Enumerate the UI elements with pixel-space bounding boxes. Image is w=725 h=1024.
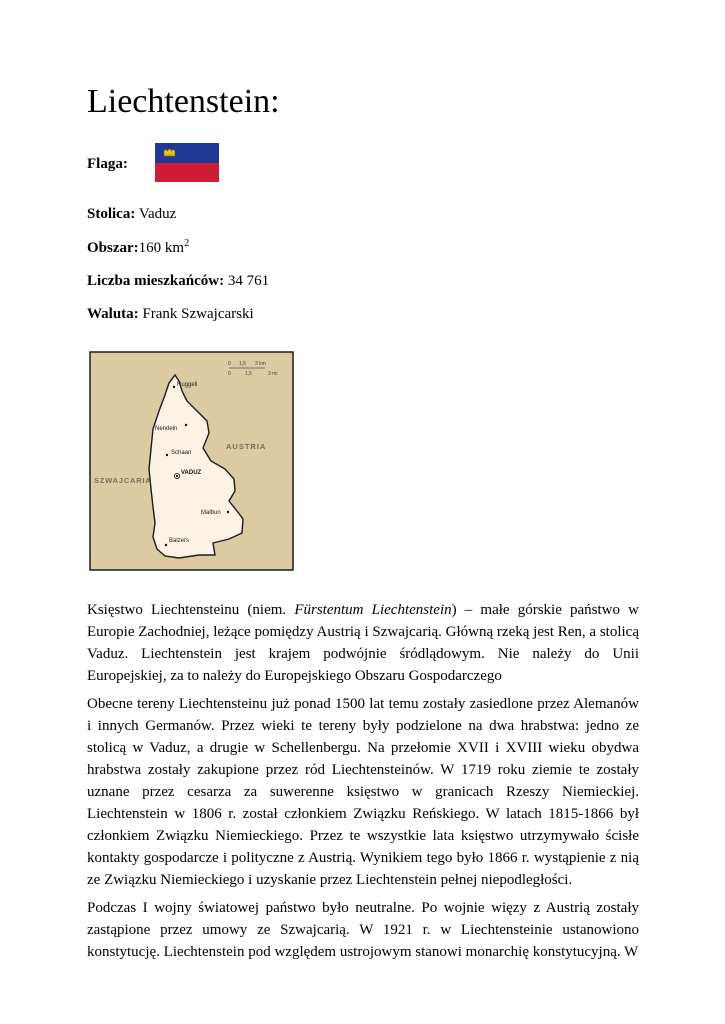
town-dot-malbun xyxy=(227,511,229,513)
capital-value: Vaduz xyxy=(138,206,177,222)
town-nendeln: Nendeln xyxy=(155,426,178,432)
scale-km-2: 3 km xyxy=(255,361,266,367)
liechtenstein-flag xyxy=(155,143,219,182)
town-dot-balzers xyxy=(165,544,167,546)
flag-red-stripe xyxy=(155,163,219,182)
paragraph-modern: Podczas I wojny światowej państwo było neutralne. Po wojnie więzy z Austrią zostały zastąpione przez umowy ze Szwajcarią. W 1921 r. w Liechtensteinie ustanowiono konstytucję. Liechtenstein pod względem ustrojowym stanowi monarchię konstytucyjną. W xyxy=(87,900,639,960)
area-value: 160 km xyxy=(138,240,185,256)
population-value: 34 761 xyxy=(227,273,270,289)
town-malbun: Malbun xyxy=(201,510,221,516)
population-field xyxy=(87,272,269,290)
town-vaduz: VADUZ xyxy=(181,470,202,476)
flag-label: Flaga: xyxy=(87,156,128,172)
town-dot-ruggell xyxy=(173,386,175,388)
scale-mi-0: 0 xyxy=(228,371,231,377)
paragraph-history: Obecne tereny Liechtensteinu już ponad 1500 lat temu zostały zasiedlone przez Alemanów i innych Germanów. Przez wieki te tereny były podzielone na dwa hrabstwa: jedno ze stolicą w Vaduz, a drugie w Schellenbergu. Na przełomie XVII i XVIII wieku obydwa hrabstwa zostały zakupione przez ród Liechtensteinów. W 1719 roku ziemie te zostały uznane przez cesarza za suwerenne księstwo w granicach Rzeszy Niemieckiej. Liechtenstein w 1806 r. został członkiem Związku Reńskiego. W latach 1815-1866 był członkiem Związku Niemieckiego. Przez te wszystkie lata księstwo utrzymywało ścisłe kontakty gospodarcze i polityczne z Austrią. Wynikiem tego było 1866 r. wystąpienie z nią ze Związku Niemieckiego i uzyskanie przez Liechtenstein pełnej niepodległości. xyxy=(87,696,639,888)
crown-icon xyxy=(163,147,176,157)
label-switzerland: SZWAJCARIA xyxy=(94,476,152,485)
area-field xyxy=(87,239,189,257)
capital-label: Stolica: xyxy=(87,206,136,222)
town-schaan: Schaan xyxy=(171,450,192,456)
intro-text-italic: Fürstentum Liechtenstein xyxy=(294,602,452,618)
currency-field xyxy=(87,305,254,323)
capital-dot xyxy=(176,475,178,477)
scale-mi-1: 1,5 xyxy=(245,371,252,377)
town-dot-schaan xyxy=(166,454,168,456)
town-dot-nendeln xyxy=(185,424,187,426)
scale-km-0: 0 xyxy=(228,361,231,367)
paragraph-intro xyxy=(87,599,639,687)
liechtenstein-map xyxy=(89,351,294,571)
currency-value: Frank Szwajcarski xyxy=(142,306,254,322)
area-label: Obszar: xyxy=(87,240,139,256)
town-balzers: Balzers xyxy=(169,538,190,544)
intro-text-b: ) – małe górskie państwo w Europie Zachodniej, leżące pomiędzy Austrią i Szwajcarią. Główną rzeką jest Ren, a stolicą Vaduz. Liechtenstein jest krajem podwójnie śródlądowym. Nie należy do Unii Europejskiej, za to należy do Europejskiego Obszaru Gospodarczego xyxy=(87,602,639,684)
page-title: Liechtenstein: xyxy=(87,83,280,120)
scale-km-1: 1,5 xyxy=(239,361,246,367)
flag-field xyxy=(87,155,128,173)
population-label: Liczba mieszkańców: xyxy=(87,273,225,289)
capital-field xyxy=(87,205,176,223)
town-ruggell: Ruggell xyxy=(177,382,198,388)
label-austria: AUSTRIA xyxy=(226,442,267,451)
currency-label: Waluta: xyxy=(87,306,139,322)
area-superscript: 2 xyxy=(184,238,190,249)
intro-text-a: Księstwo Liechtensteinu (niem. xyxy=(87,602,295,618)
scale-mi-2: 3 mi xyxy=(268,371,278,377)
